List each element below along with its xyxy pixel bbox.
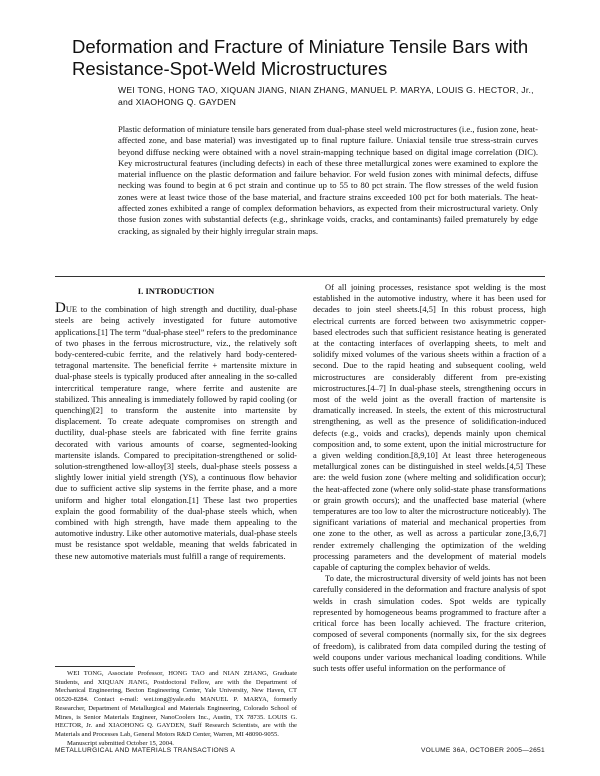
intro-paragraph-2: Of all joining processes, resistance spot welding is the most established in the automotive industry, where it has been used for decades to join steel sheets.[4,5] In this robust process, high electrical currents are forced between two axisymmetric copper-based electrodes such that sufficient resistance heating is generated at the contacting interfaces of overlapping sheets, to melt and solidify mixed volumes of the various sheets within a fraction of a second. Due to the rapid heating and subsequent cooling, weld microstructures are considerably different from pre-existing microstructures.[4–7] In dual-phase steels, strengthening occurs in most of the weld joint as the overall fraction of martensite is dramatically increased. In steels, the extent of this microstructural strengthening, as well as the presence of solidification-induced defects (e.g., voids and cracks), depends mainly upon chemical composition and, to some extent, upon the initial microstructure for a given welding condition.[8,9,10] At least three heterogeneous metallurgical zones can be distinguished in steel welds.[4,5] These are: the weld fusion zone (where melting and solidification occur); the heat-affected zone (where only solid-state phase transformations or grain growth occurs); and the unaffected base material (where temperatures are too low to alter the microstructure noticeably). The significant variations of material and mechanical properties from one zone to the other, as well as across a particular zone,[3,6,7] render extremely challenging the optimization of the welding processing parameters and the development of material models capable of capturing the complex behavior of welds.	[313, 282, 546, 573]
volume-page: VOLUME 36A, OCTOBER 2005—2651	[420, 747, 545, 754]
author-list: WEI TONG, HONG TAO, XIQUAN JIANG, NIAN ZHANG, MANUEL P. MARYA, LOUIS G. HECTOR, Jr., and XIAOHONG Q. GAYDEN	[118, 85, 534, 107]
footnote-divider	[55, 666, 135, 667]
page-footer	[55, 747, 545, 754]
manuscript-date: Manuscript submitted October 15, 2004.	[67, 739, 174, 747]
journal-name: METALLURGICAL AND MATERIALS TRANSACTIONS A	[55, 747, 236, 754]
intro-paragraph-3: To date, the microstructural diversity of weld joints has not been carefully considered in the deformation and fracture analysis of spot welds in crash simulation codes. Spot welds are typically represented by homogeneous beams programmed to fracture after a critical force has been locally achieved. The fracture criterion, composed of several components (normally six, for the six degrees of freedom), is calibrated from data compiled during the testing of weld coupons under various mechanical loading conditions. While such tests offer useful information on the performance of	[313, 573, 546, 673]
abstract: Plastic deformation of miniature tensile bars generated from dual-phase steel weld microstructures (i.e., fusion zone, heat-affected zone, and base material) was investigated up to final rupture failure. Uniaxial tensile true stress-strain curves beyond diffuse necking were obtained with a novel strain-mapping technique based on digital image correlation (DIC). Key microstructural features (including defects) in each of these three metallurgical zones were examined to explore the material influence on the plastic deformation and failure behavior. For weld fusion zones with minimal defects, diffuse necking was found to begin at 6 pct strain and continue up to 55 to 80 pct strain. The flow stresses of the weld fusion zones were at least twice those of the base material, and fracture strains exceeded 100 pct for both materials. The heat-affected zones exhibited a range of complex deformation behaviors, as expected from their microstructural variety. Only those fusion zones with substantial defects (e.g., shrinkage voids, cracks, and contaminants) failed prematurely by edge cracking, as signaled by their highly irregular strain maps.	[118, 124, 538, 236]
drop-cap: D	[55, 300, 66, 317]
intro-paragraph-1	[55, 300, 297, 562]
header-divider	[55, 276, 545, 277]
left-column	[55, 282, 297, 562]
author-footnote	[55, 670, 297, 748]
section-heading: I. INTRODUCTION	[137, 286, 215, 296]
intro-paragraph-1-text: UE to the combination of high strength and ductility, dual-phase steels are being actively investigated for future automotive applications.[1] The term “dual-phase steel” refers to the predominance of two phases in the ferrous microstructure, viz., the relatively soft body-centered-cubic ferrite, and the relatively hard body-centered-tetragonal martensite. The beneficial ferrite + martensite mixture in dual-phase steels is typically produced after annealing in the so-called intercritical temperature range, where ferrite and austenite are stabilized. This annealing is immediately followed by rapid cooling (or quenching)[2] to transform the austenite into martensite by displacement. To create adequate compromises on strength and ductility, dual-phase steels are fabricated with fine ferrite grains decorated with various amounts of coarse, segmented-looking martensite islands. Compared to precipitation-strengthened or solid-solution-strengthened low-alloy[3] steels, dual-phase steels possess a slightly lower initial yield strength (YS), a continuous flow behavior due to sufficient active slip systems in the ferrite phase, and a more uniform and higher total elongation.[1] These last two properties explain the good formability of the dual-phase steels which, when combined with high strength, have made them appealing to the automotive industry. Like other automotive materials, dual-phase steels must be resistance spot weldable, meaning that welds fabricated in these new automotive materials must fulfill a range of requirements.	[55, 304, 297, 561]
paper-title: Deformation and Fracture of Miniature Tensile Bars with Resistance-Spot-Weld Microstructures	[72, 36, 529, 79]
affiliation-note: WEI TONG, Associate Professor, HONG TAO and NIAN ZHANG, Graduate Students, and XIQUAN JIANG, Postdoctoral Fellow, are with the Department of Mechanical Engineering, Becton Engineering Center, Yale University, New Haven, CT 06520-8284. Contact e-mail: wei.tong@yale.edu MANUEL P. MARYA, formerly Researcher, Department of Metallurgical and Materials Engineering, Colorado School of Mines, is Senior Materials Engineer, NanoCoolers Inc., Austin, TX 78735. LOUIS G. HECTOR, Jr. and XIAOHONG Q. GAYDEN, Staff Research Scientists, are with the Materials and Processes Lab, General Motors R&D Center, Warren, MI 48090-9055.	[55, 670, 297, 738]
right-column	[313, 282, 546, 674]
